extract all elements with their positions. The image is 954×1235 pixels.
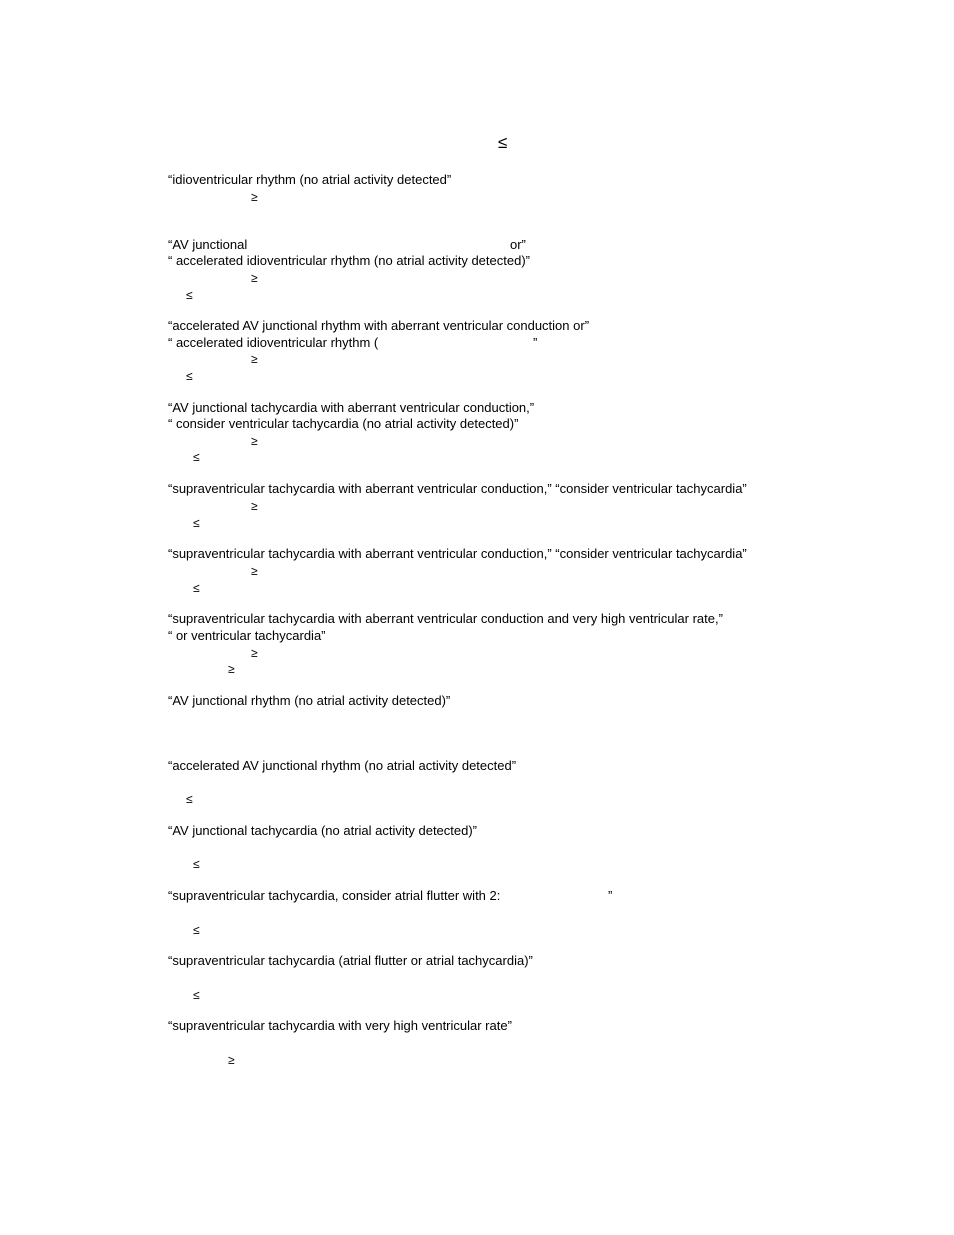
leq-symbol: ≤ (193, 581, 200, 595)
leq-symbol: ≤ (193, 857, 200, 871)
geq-symbol: ≥ (251, 499, 258, 513)
rule-line-2a: “AV junctional (168, 237, 248, 252)
leq-symbol: ≤ (193, 450, 200, 464)
leq-symbol: ≤ (186, 792, 193, 806)
rule-line-4: “accelerated AV junctional rhythm with aberrant ventricular conduction or” (168, 318, 590, 333)
rule-line-9: “supraventricular tachycardia with aberrant ventricular conduction,” “consider ventricular tachycardia” (168, 546, 747, 561)
rule-line-11: “ or ventricular tachycardia” (168, 628, 326, 643)
geq-symbol: ≥ (228, 1053, 235, 1067)
rule-line-1: “idioventricular rhythm (no atrial activity detected” (168, 172, 452, 187)
geq-symbol: ≥ (251, 564, 258, 578)
geq-symbol: ≥ (251, 434, 258, 448)
rule-line-5a: “ accelerated idioventricular rhythm ( (168, 335, 379, 350)
rule-line-3: “ accelerated idioventricular rhythm (no atrial activity detected)” (168, 253, 530, 268)
rule-line-2b: or” (510, 237, 526, 252)
rule-line-6: “AV junctional tachycardia with aberrant ventricular conduction,” (168, 400, 535, 415)
geq-symbol: ≥ (251, 271, 258, 285)
geq-symbol: ≥ (251, 352, 258, 366)
geq-symbol: ≥ (251, 646, 258, 660)
rule-line-12: “AV junctional rhythm (no atrial activity detected)” (168, 693, 451, 708)
rule-line-8: “supraventricular tachycardia with aberrant ventricular conduction,” “consider ventricular tachycardia” (168, 481, 747, 496)
rule-line-10: “supraventricular tachycardia with aberrant ventricular conduction and very high ventricular rate,” (168, 611, 723, 626)
rule-line-17: “supraventricular tachycardia with very high ventricular rate” (168, 1018, 512, 1033)
leq-symbol: ≤ (186, 288, 193, 302)
leq-symbol: ≤ (186, 369, 193, 383)
rule-line-15a: “supraventricular tachycardia, consider atrial flutter with 2: (168, 888, 501, 903)
header-leq-symbol: ≤ (498, 133, 508, 152)
rule-line-15b: ” (608, 888, 613, 903)
leq-symbol: ≤ (193, 988, 200, 1002)
geq-symbol: ≥ (251, 190, 258, 204)
rule-line-5b: ” (533, 335, 538, 350)
rule-line-14: “AV junctional tachycardia (no atrial activity detected)” (168, 823, 478, 838)
rule-line-13: “accelerated AV junctional rhythm (no atrial activity detected” (168, 758, 517, 773)
leq-symbol: ≤ (193, 923, 200, 937)
geq-symbol: ≥ (228, 662, 235, 676)
rule-line-7: “ consider ventricular tachycardia (no atrial activity detected)” (168, 416, 519, 431)
leq-symbol: ≤ (193, 516, 200, 530)
rule-line-16: “supraventricular tachycardia (atrial flutter or atrial tachycardia)” (168, 953, 533, 968)
